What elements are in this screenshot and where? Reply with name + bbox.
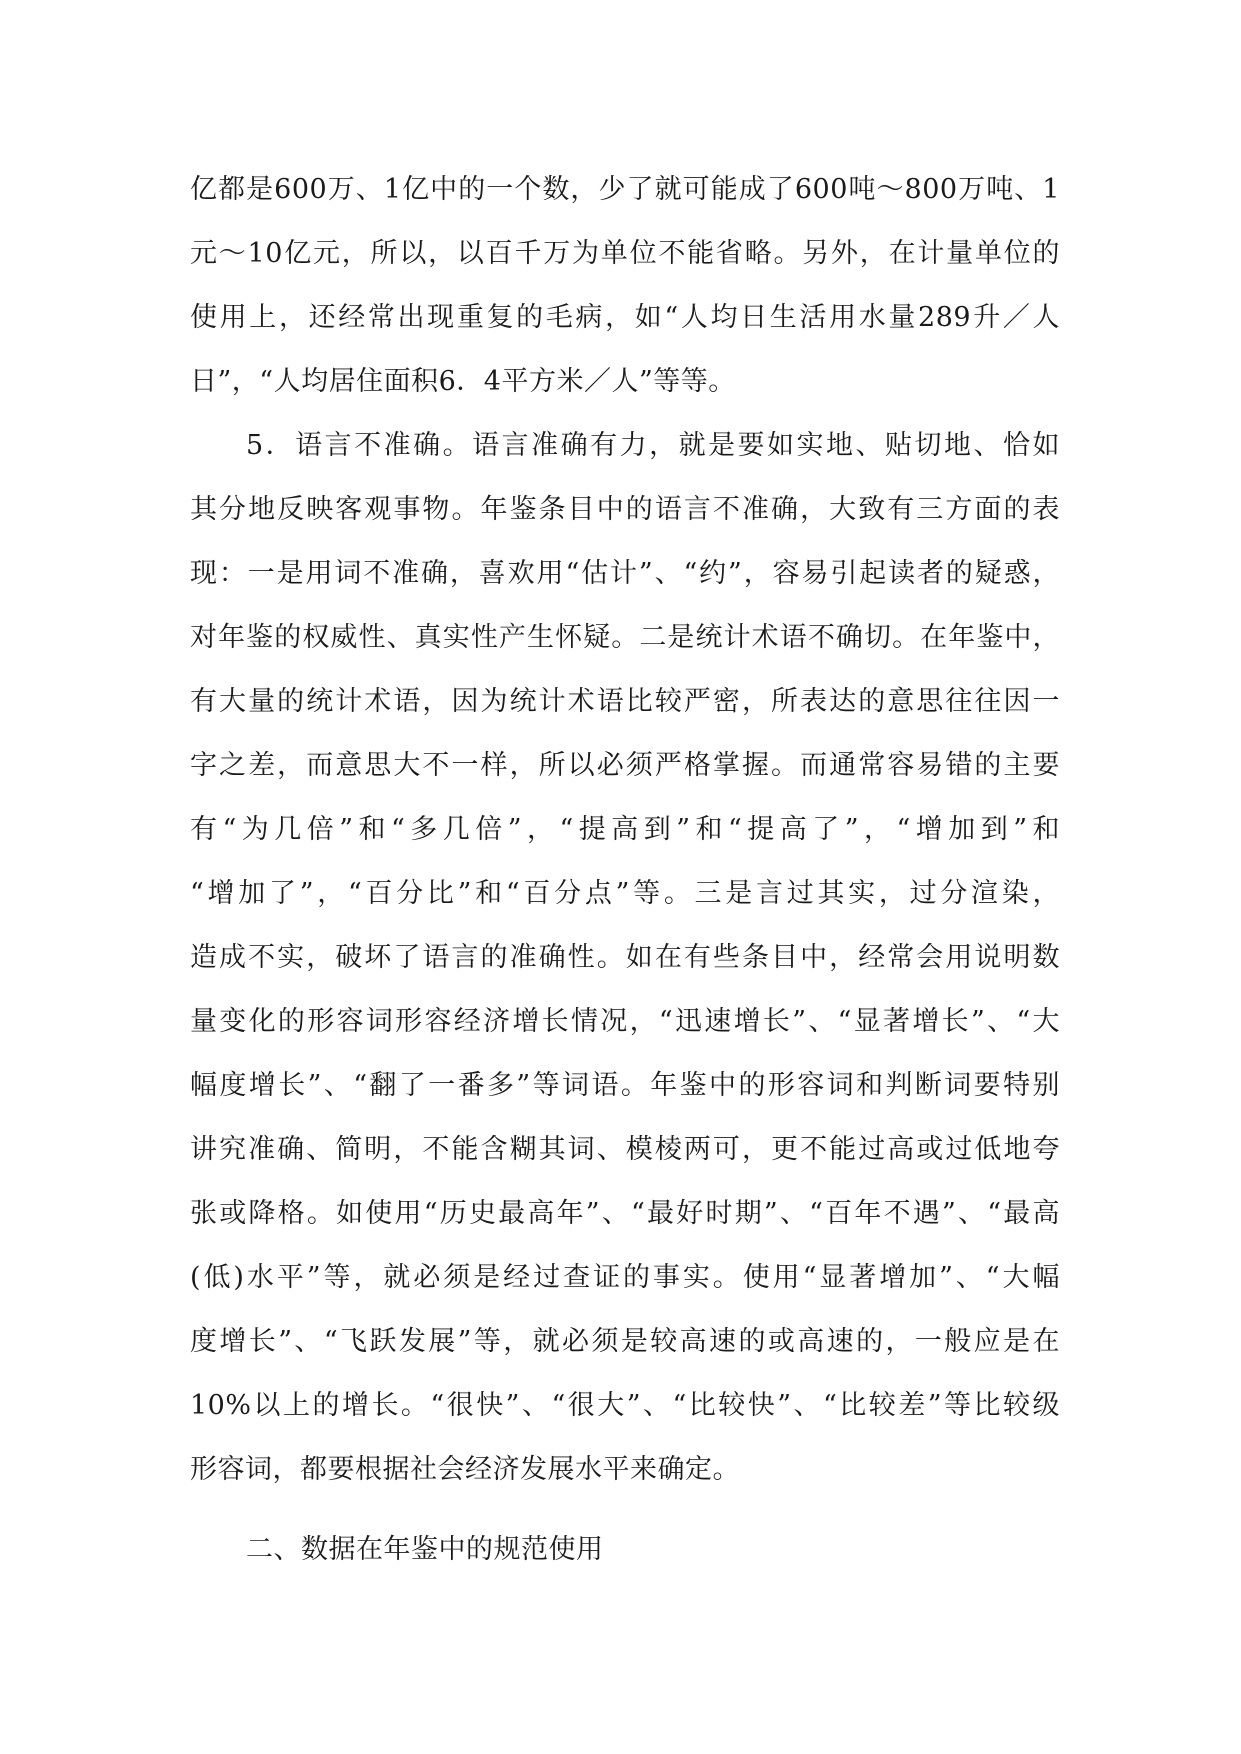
text-line: 元～10亿元，所以，以百千万为单位不能省略。另外，在计量单位的	[190, 238, 1060, 269]
text-line: 形容词，都要根据社会经济发展水平来确定。	[190, 1454, 740, 1485]
text-line: 讲究准确、简明，不能含糊其词、模棱两可，更不能过高或过低地夸	[190, 1134, 1060, 1165]
text-line: 张或降格。如使用“历史最高年”、“最好时期”、“百年不遇”、“最高	[190, 1198, 1060, 1229]
body-text	[190, 158, 1060, 1502]
text-line: 有“为几倍”和“多几倍”，“提高到”和“提高了”，“增加到”和	[190, 814, 1061, 845]
paragraph-language-accuracy	[190, 414, 1060, 1502]
text-line: 度增长”、“飞跃发展”等，就必须是较高速的或高速的，一般应是在	[190, 1326, 1060, 1357]
text-line: 亿都是600万、1亿中的一个数，少了就可能成了600吨～800万吨、1	[190, 174, 1060, 205]
text-line: 有大量的统计术语，因为统计术语比较严密，所表达的意思往往因一	[190, 686, 1060, 717]
text-line: 幅度增长”、“翻了一番多”等词语。年鉴中的形容词和判断词要特别	[190, 1070, 1060, 1101]
text-line: 对年鉴的权威性、真实性产生怀疑。二是统计术语不确切。在年鉴中，	[190, 622, 1060, 653]
text-line: 量变化的形容词形容经济增长情况，“迅速增长”、“显著增长”、“大	[190, 1006, 1060, 1037]
text-line: 现：一是用词不准确，喜欢用“估计”、“约”，容易引起读者的疑惑，	[190, 558, 1060, 589]
text-line: 字之差，而意思大不一样，所以必须严格掌握。而通常容易错的主要	[190, 750, 1060, 781]
text-line: “增加了”，“百分比”和“百分点”等。三是言过其实，过分渲染，	[190, 878, 1060, 909]
text-line: (低)水平”等，就必须是经过查证的事实。使用“显著增加”、“大幅	[190, 1262, 1060, 1293]
section-heading: 二、数据在年鉴中的规范使用	[246, 1534, 604, 1565]
text-line: 5．语言不准确。语言准确有力，就是要如实地、贴切地、恰如	[246, 430, 1060, 461]
text-line: 10%以上的增长。“很快”、“很大”、“比较快”、“比较差”等比较级	[190, 1390, 1060, 1421]
paragraph-units	[190, 158, 1060, 414]
text-line: 其分地反映客观事物。年鉴条目中的语言不准确，大致有三方面的表	[190, 494, 1060, 525]
text-line: 使用上，还经常出现重复的毛病，如“人均日生活用水量289升／人	[190, 302, 1060, 333]
text-line: 日”，“人均居住面积6．4平方米／人”等等。	[190, 366, 736, 397]
text-line: 造成不实，破坏了语言的准确性。如在有些条目中，经常会用说明数	[190, 942, 1060, 973]
